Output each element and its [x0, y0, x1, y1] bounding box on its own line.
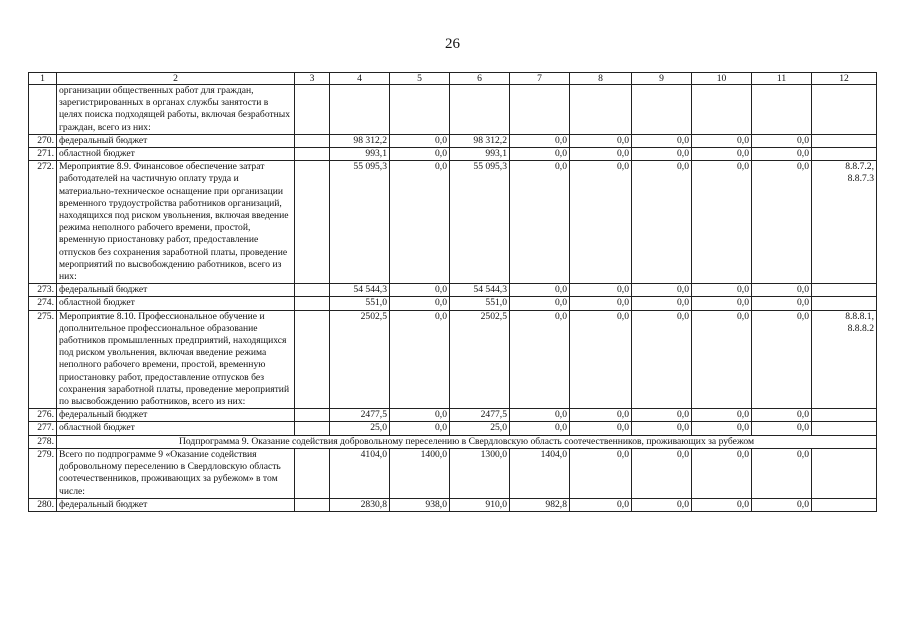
- cell-col8: 0,0: [570, 148, 632, 161]
- cell-total: 98 312,2: [330, 134, 390, 147]
- cell-col10: [692, 85, 752, 135]
- cell-col7: 0,0: [510, 409, 570, 422]
- row-number: 274.: [29, 297, 57, 310]
- row-number: 270.: [29, 134, 57, 147]
- cell-col10: 0,0: [692, 448, 752, 498]
- cell-total: 2477,5: [330, 409, 390, 422]
- cell-col5: 938,0: [390, 498, 450, 511]
- cell-col10: 0,0: [692, 148, 752, 161]
- cell-col10: 0,0: [692, 409, 752, 422]
- table-row: [29, 498, 877, 511]
- column-header: 2: [57, 73, 295, 85]
- cell-col11: 0,0: [752, 498, 812, 511]
- subprogram-title: Подпрограмма 9. Оказание содействия добровольному переселению в Свердловскую область соотечественников, проживающих за рубежом: [57, 435, 877, 448]
- cell-target-code: [812, 284, 877, 297]
- cell-col9: 0,0: [632, 284, 692, 297]
- row-description: федеральный бюджет: [57, 498, 295, 511]
- cell-col5: 0,0: [390, 297, 450, 310]
- cell-col9: 0,0: [632, 310, 692, 409]
- cell-col7: 1404,0: [510, 448, 570, 498]
- cell-col3: [295, 297, 330, 310]
- row-number: 279.: [29, 448, 57, 498]
- cell-total: 4104,0: [330, 448, 390, 498]
- table-row: [29, 297, 877, 310]
- column-header: 8: [570, 73, 632, 85]
- cell-col10: 0,0: [692, 134, 752, 147]
- subprogram-row: [29, 435, 877, 448]
- cell-col8: 0,0: [570, 498, 632, 511]
- cell-col8: 0,0: [570, 284, 632, 297]
- cell-col11: 0,0: [752, 148, 812, 161]
- table-row: [29, 448, 877, 498]
- cell-col9: 0,0: [632, 148, 692, 161]
- cell-col7: 0,0: [510, 161, 570, 284]
- row-number: 278.: [29, 435, 57, 448]
- table-row: [29, 310, 877, 409]
- row-description: Мероприятие 8.9. Финансовое обеспечение затрат работодателей на частичную оплату труда и материально-техническое оснащение при организации временного трудоустройства работников организаций, находящихся под риском увольнения, включая введение режима неполного рабочего времени, простой, временную приостановку работ, предоставление отпусков без сохранения заработной платы, проведение мероприятий по высвобождению работников, всего из них:: [57, 161, 295, 284]
- cell-col6: 98 312,2: [450, 134, 510, 147]
- cell-col11: 0,0: [752, 422, 812, 435]
- cell-target-code: 8.8.7.2, 8.8.7.3: [812, 161, 877, 284]
- cell-col5: 0,0: [390, 422, 450, 435]
- cell-col11: 0,0: [752, 310, 812, 409]
- cell-col3: [295, 310, 330, 409]
- cell-col5: 0,0: [390, 284, 450, 297]
- row-number: 277.: [29, 422, 57, 435]
- table-row: [29, 85, 877, 135]
- page-number: 26: [445, 36, 460, 52]
- cell-total: 55 095,3: [330, 161, 390, 284]
- cell-target-code: [812, 148, 877, 161]
- cell-col5: 0,0: [390, 409, 450, 422]
- cell-col10: 0,0: [692, 297, 752, 310]
- table-row: [29, 409, 877, 422]
- cell-col8: 0,0: [570, 448, 632, 498]
- column-header: 1: [29, 73, 57, 85]
- table-row: [29, 422, 877, 435]
- cell-total: 54 544,3: [330, 284, 390, 297]
- row-description: федеральный бюджет: [57, 409, 295, 422]
- cell-col10: 0,0: [692, 422, 752, 435]
- column-header: 12: [812, 73, 877, 85]
- row-number: 271.: [29, 148, 57, 161]
- row-number: 276.: [29, 409, 57, 422]
- cell-target-code: [812, 422, 877, 435]
- cell-col5: 0,0: [390, 148, 450, 161]
- cell-col8: 0,0: [570, 310, 632, 409]
- cell-col11: 0,0: [752, 134, 812, 147]
- table-row: [29, 161, 877, 284]
- cell-col6: 1300,0: [450, 448, 510, 498]
- cell-col6: 993,1: [450, 148, 510, 161]
- cell-col9: 0,0: [632, 498, 692, 511]
- column-header: 6: [450, 73, 510, 85]
- cell-col6: 55 095,3: [450, 161, 510, 284]
- cell-col9: 0,0: [632, 448, 692, 498]
- row-number: 280.: [29, 498, 57, 511]
- cell-col8: 0,0: [570, 161, 632, 284]
- cell-col6: [450, 85, 510, 135]
- cell-total: 551,0: [330, 297, 390, 310]
- cell-col7: 0,0: [510, 422, 570, 435]
- header-row: [29, 73, 877, 85]
- cell-target-code: [812, 85, 877, 135]
- cell-col11: 0,0: [752, 284, 812, 297]
- cell-col7: 0,0: [510, 148, 570, 161]
- cell-col9: 0,0: [632, 422, 692, 435]
- row-number: 275.: [29, 310, 57, 409]
- row-description: федеральный бюджет: [57, 134, 295, 147]
- row-description: областной бюджет: [57, 297, 295, 310]
- cell-col7: [510, 85, 570, 135]
- cell-col3: [295, 409, 330, 422]
- cell-col5: 0,0: [390, 134, 450, 147]
- cell-col11: 0,0: [752, 448, 812, 498]
- cell-total: 2830,8: [330, 498, 390, 511]
- cell-col3: [295, 148, 330, 161]
- cell-col9: 0,0: [632, 297, 692, 310]
- column-header: 7: [510, 73, 570, 85]
- cell-target-code: [812, 448, 877, 498]
- cell-col7: 0,0: [510, 297, 570, 310]
- cell-col3: [295, 134, 330, 147]
- row-number: 272.: [29, 161, 57, 284]
- cell-col3: [295, 85, 330, 135]
- cell-col5: [390, 85, 450, 135]
- cell-col3: [295, 448, 330, 498]
- cell-col3: [295, 422, 330, 435]
- table-body: [29, 73, 877, 512]
- cell-col8: 0,0: [570, 297, 632, 310]
- column-header: 5: [390, 73, 450, 85]
- cell-col11: [752, 85, 812, 135]
- cell-total: 2502,5: [330, 310, 390, 409]
- row-description: Всего по подпрограмме 9 «Оказание содействия добровольному переселению в Свердловскую область соотечественников, проживающих за рубежом» в том числе:: [57, 448, 295, 498]
- cell-total: 993,1: [330, 148, 390, 161]
- cell-col9: 0,0: [632, 161, 692, 284]
- column-header: 10: [692, 73, 752, 85]
- cell-target-code: [812, 134, 877, 147]
- row-description: федеральный бюджет: [57, 284, 295, 297]
- budget-table: [28, 72, 877, 512]
- row-description: областной бюджет: [57, 422, 295, 435]
- cell-target-code: [812, 498, 877, 511]
- row-number: [29, 85, 57, 135]
- column-header: 9: [632, 73, 692, 85]
- cell-col7: 982,8: [510, 498, 570, 511]
- cell-col6: 910,0: [450, 498, 510, 511]
- cell-target-code: [812, 297, 877, 310]
- cell-col3: [295, 161, 330, 284]
- column-header: 11: [752, 73, 812, 85]
- cell-col7: 0,0: [510, 310, 570, 409]
- cell-col6: 551,0: [450, 297, 510, 310]
- cell-col11: 0,0: [752, 161, 812, 284]
- cell-col6: 54 544,3: [450, 284, 510, 297]
- cell-col9: 0,0: [632, 409, 692, 422]
- row-description: областной бюджет: [57, 148, 295, 161]
- cell-col3: [295, 498, 330, 511]
- cell-col5: 1400,0: [390, 448, 450, 498]
- cell-total: [330, 85, 390, 135]
- cell-col10: 0,0: [692, 284, 752, 297]
- cell-col5: 0,0: [390, 310, 450, 409]
- table-row: [29, 134, 877, 147]
- cell-target-code: [812, 409, 877, 422]
- row-number: 273.: [29, 284, 57, 297]
- cell-col10: 0,0: [692, 310, 752, 409]
- cell-col8: 0,0: [570, 422, 632, 435]
- cell-col5: 0,0: [390, 161, 450, 284]
- cell-col8: 0,0: [570, 134, 632, 147]
- cell-col6: 25,0: [450, 422, 510, 435]
- table-row: [29, 284, 877, 297]
- cell-col7: 0,0: [510, 134, 570, 147]
- row-description: организации общественных работ для граждан, зарегистрированных в органах службы занятости в целях поиска подходящей работы, включая безработных граждан, всего из них:: [57, 85, 295, 135]
- row-description: Мероприятие 8.10. Профессиональное обучение и дополнительное профессиональное образование работников промышленных предприятий, находящихся под риском увольнения, включая введение режима неполного рабочего времени, простой, временную приостановку работ, предоставление отпусков без сохранения заработной платы, проведение мероприятий по высвобождению работников, всего из них:: [57, 310, 295, 409]
- cell-total: 25,0: [330, 422, 390, 435]
- cell-col10: 0,0: [692, 161, 752, 284]
- column-header: 4: [330, 73, 390, 85]
- cell-col6: 2477,5: [450, 409, 510, 422]
- table-row: [29, 148, 877, 161]
- column-header: 3: [295, 73, 330, 85]
- cell-col10: 0,0: [692, 498, 752, 511]
- cell-col9: [632, 85, 692, 135]
- cell-col8: 0,0: [570, 409, 632, 422]
- cell-col11: 0,0: [752, 409, 812, 422]
- cell-col11: 0,0: [752, 297, 812, 310]
- cell-col9: 0,0: [632, 134, 692, 147]
- cell-col6: 2502,5: [450, 310, 510, 409]
- cell-col8: [570, 85, 632, 135]
- cell-col7: 0,0: [510, 284, 570, 297]
- cell-col3: [295, 284, 330, 297]
- cell-target-code: 8.8.8.1, 8.8.8.2: [812, 310, 877, 409]
